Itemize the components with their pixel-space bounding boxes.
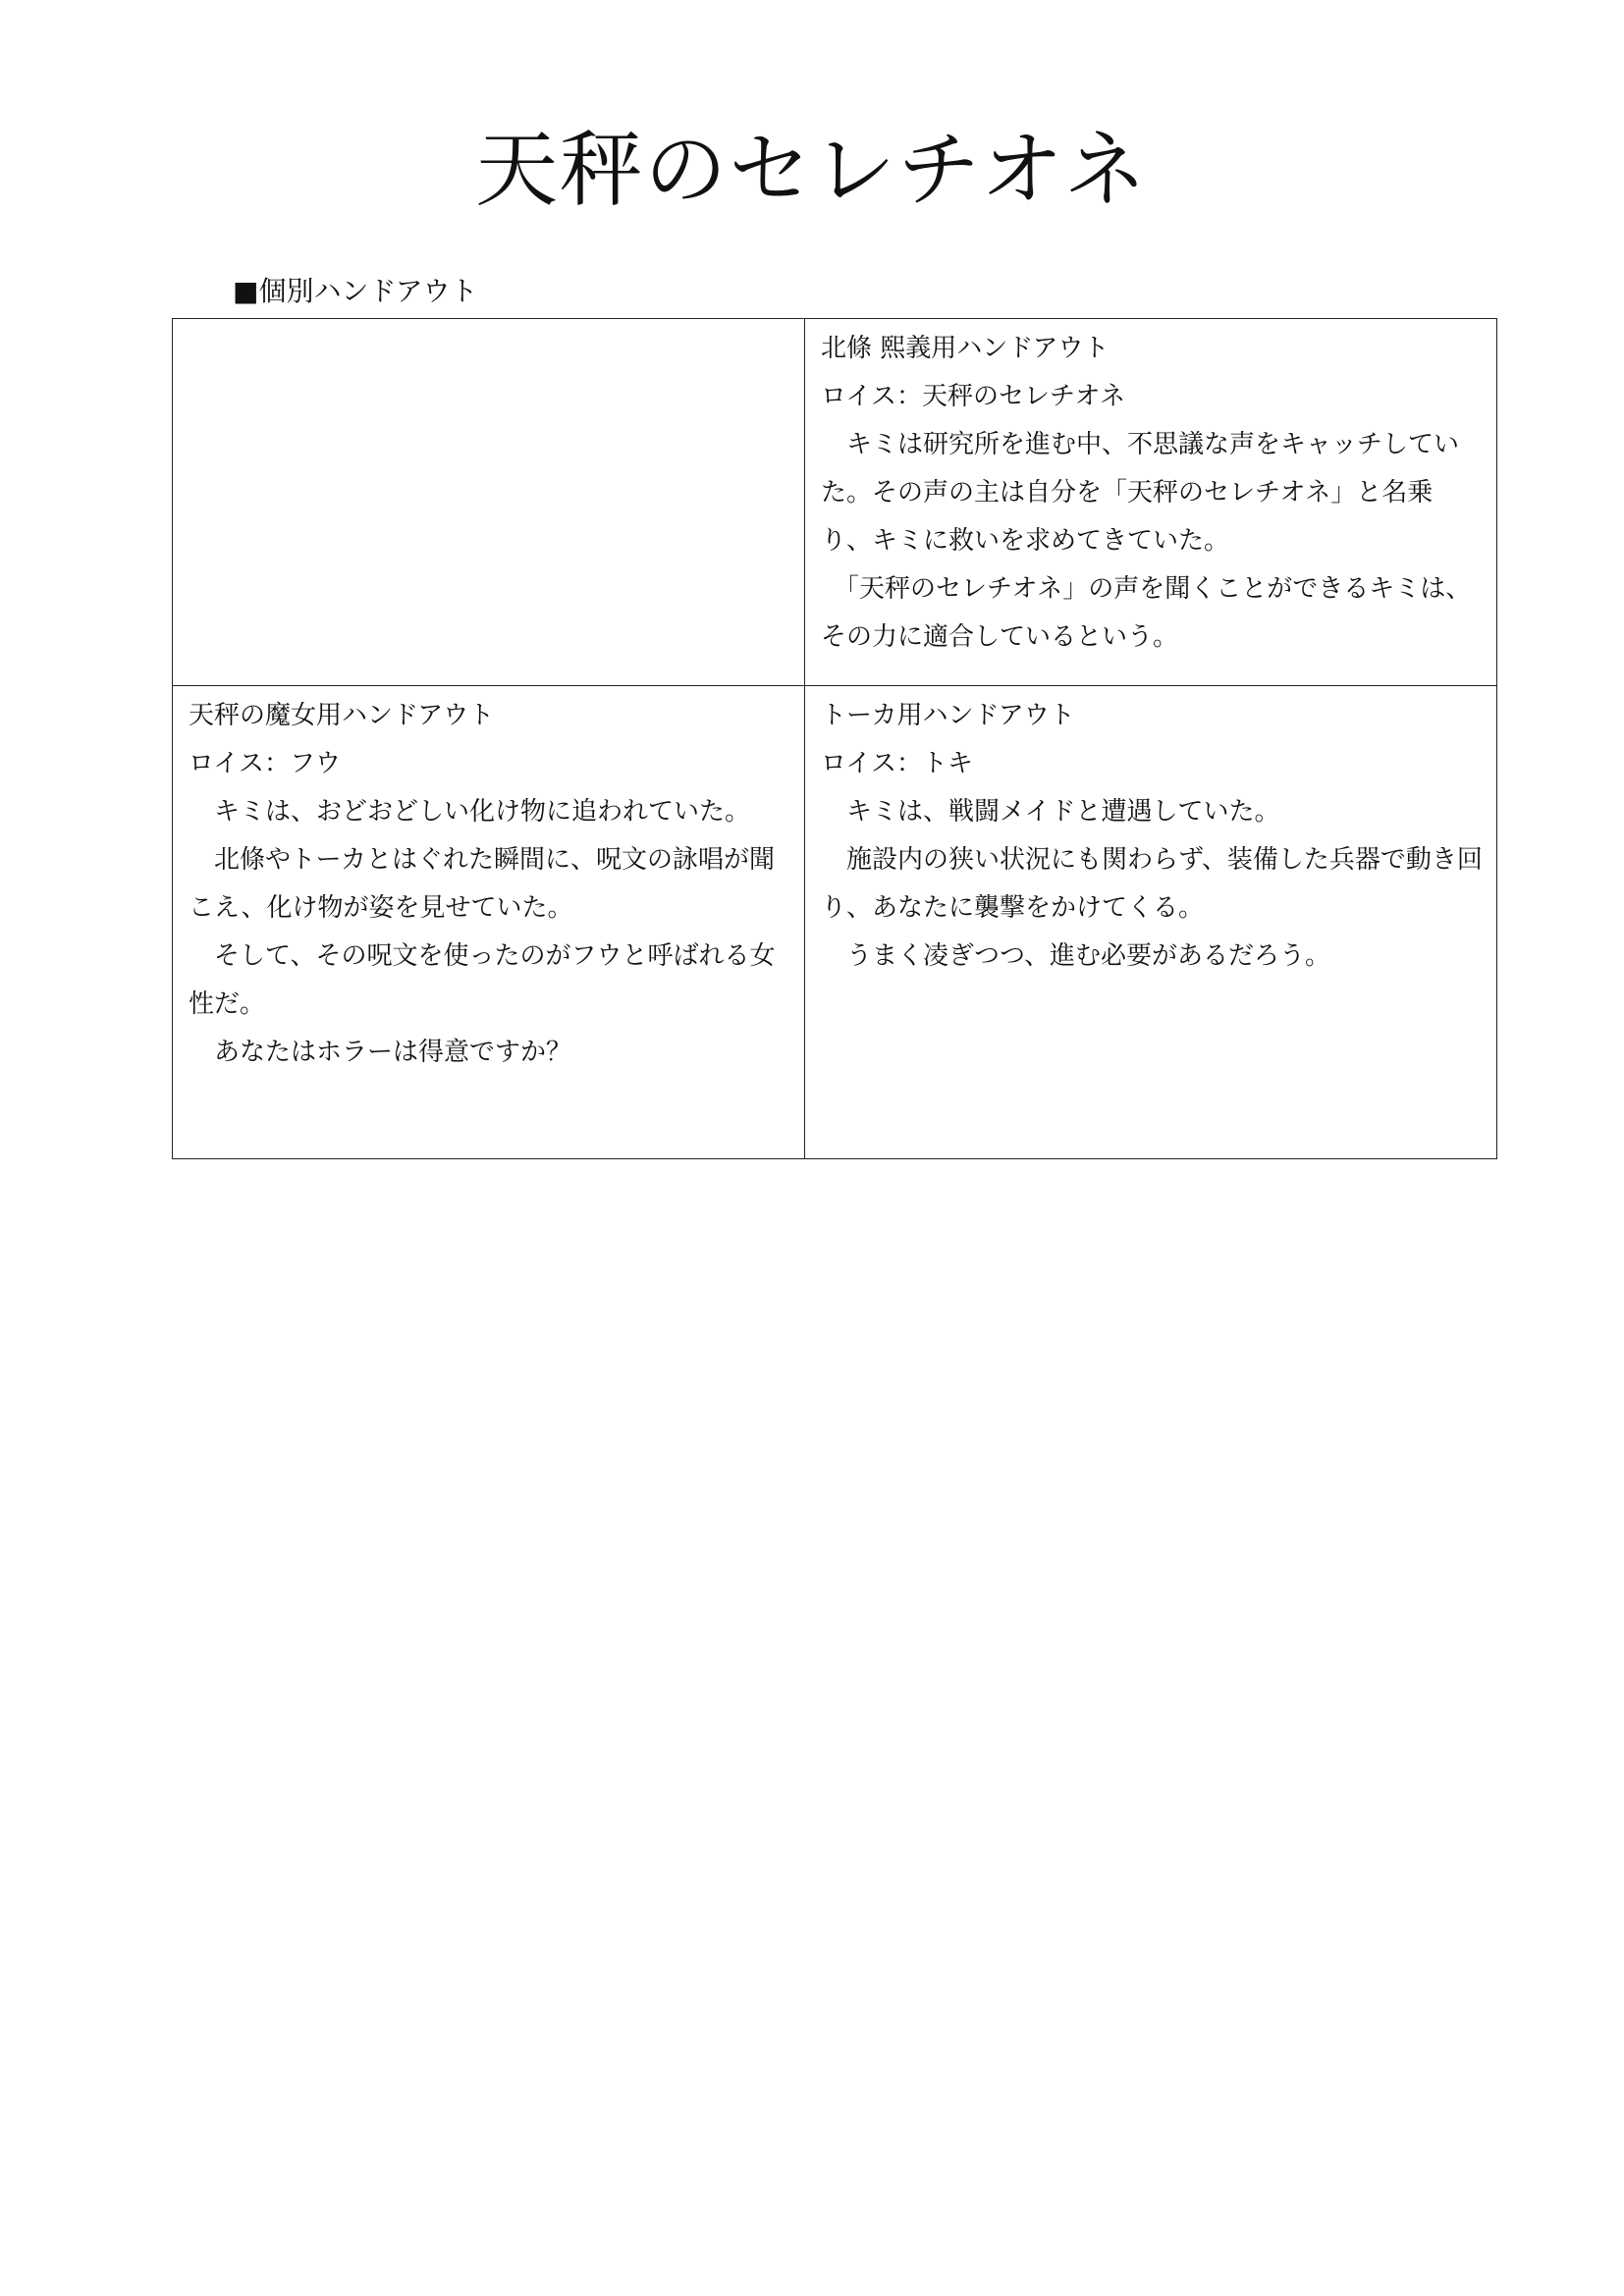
handout-paragraph: 「天秤のセレチオネ」の声を聞くことができるキミは、その力に適合しているという。 <box>821 574 1472 652</box>
handout-paragraph: あなたはホラーは得意ですか？ <box>189 1038 572 1067</box>
handout-paragraph: キミは、おどおどしい化け物に追われていた。 <box>189 797 751 827</box>
handout-lois: ロイス：トキ <box>821 749 973 778</box>
handout-paragraph: キミは研究所を進む中、不思議な声をキャッチしていた。その声の主は自分を「天秤のセレチオネ」と名乗り、キミに救いを求めてきていた。 <box>821 430 1460 556</box>
handout-cell-hojo <box>805 319 1497 686</box>
handout-lois: ロイス：フウ <box>189 749 341 778</box>
handout-lois: ロイス：天秤のセレチオネ <box>821 382 1126 411</box>
handout-cell-witch <box>173 686 805 1159</box>
handout-paragraph: うまく凌ぎつつ、進む必要があるだろう。 <box>821 941 1330 971</box>
table-row <box>173 319 1497 686</box>
handout-cell-empty <box>173 319 805 686</box>
section-heading: ■個別ハンドアウト <box>233 275 478 307</box>
table-row <box>173 686 1497 1159</box>
handout-heading: 北條 熙義用ハンドアウト <box>821 334 1110 363</box>
document-title: 天秤のセレチオネ <box>475 122 1149 218</box>
handout-cell-toka <box>805 686 1497 1159</box>
handout-table <box>172 318 1497 1159</box>
handout-paragraph: 施設内の狭い状況にも関わらず、装備した兵器で動き回り、あなたに襲撃をかけてくる。 <box>821 845 1483 923</box>
handout-heading: 天秤の魔女用ハンドアウト <box>189 701 495 730</box>
handout-heading: トーカ用ハンドアウト <box>821 701 1075 730</box>
handout-paragraph: 北條やトーカとはぐれた瞬間に、呪文の詠唱が聞こえ、化け物が姿を見せていた。 <box>189 845 775 923</box>
handout-paragraph: そして、その呪文を使ったのがフウと呼ばれる女性だ。 <box>189 941 776 1019</box>
handout-paragraph: キミは、戦闘メイドと遭遇していた。 <box>821 797 1280 827</box>
